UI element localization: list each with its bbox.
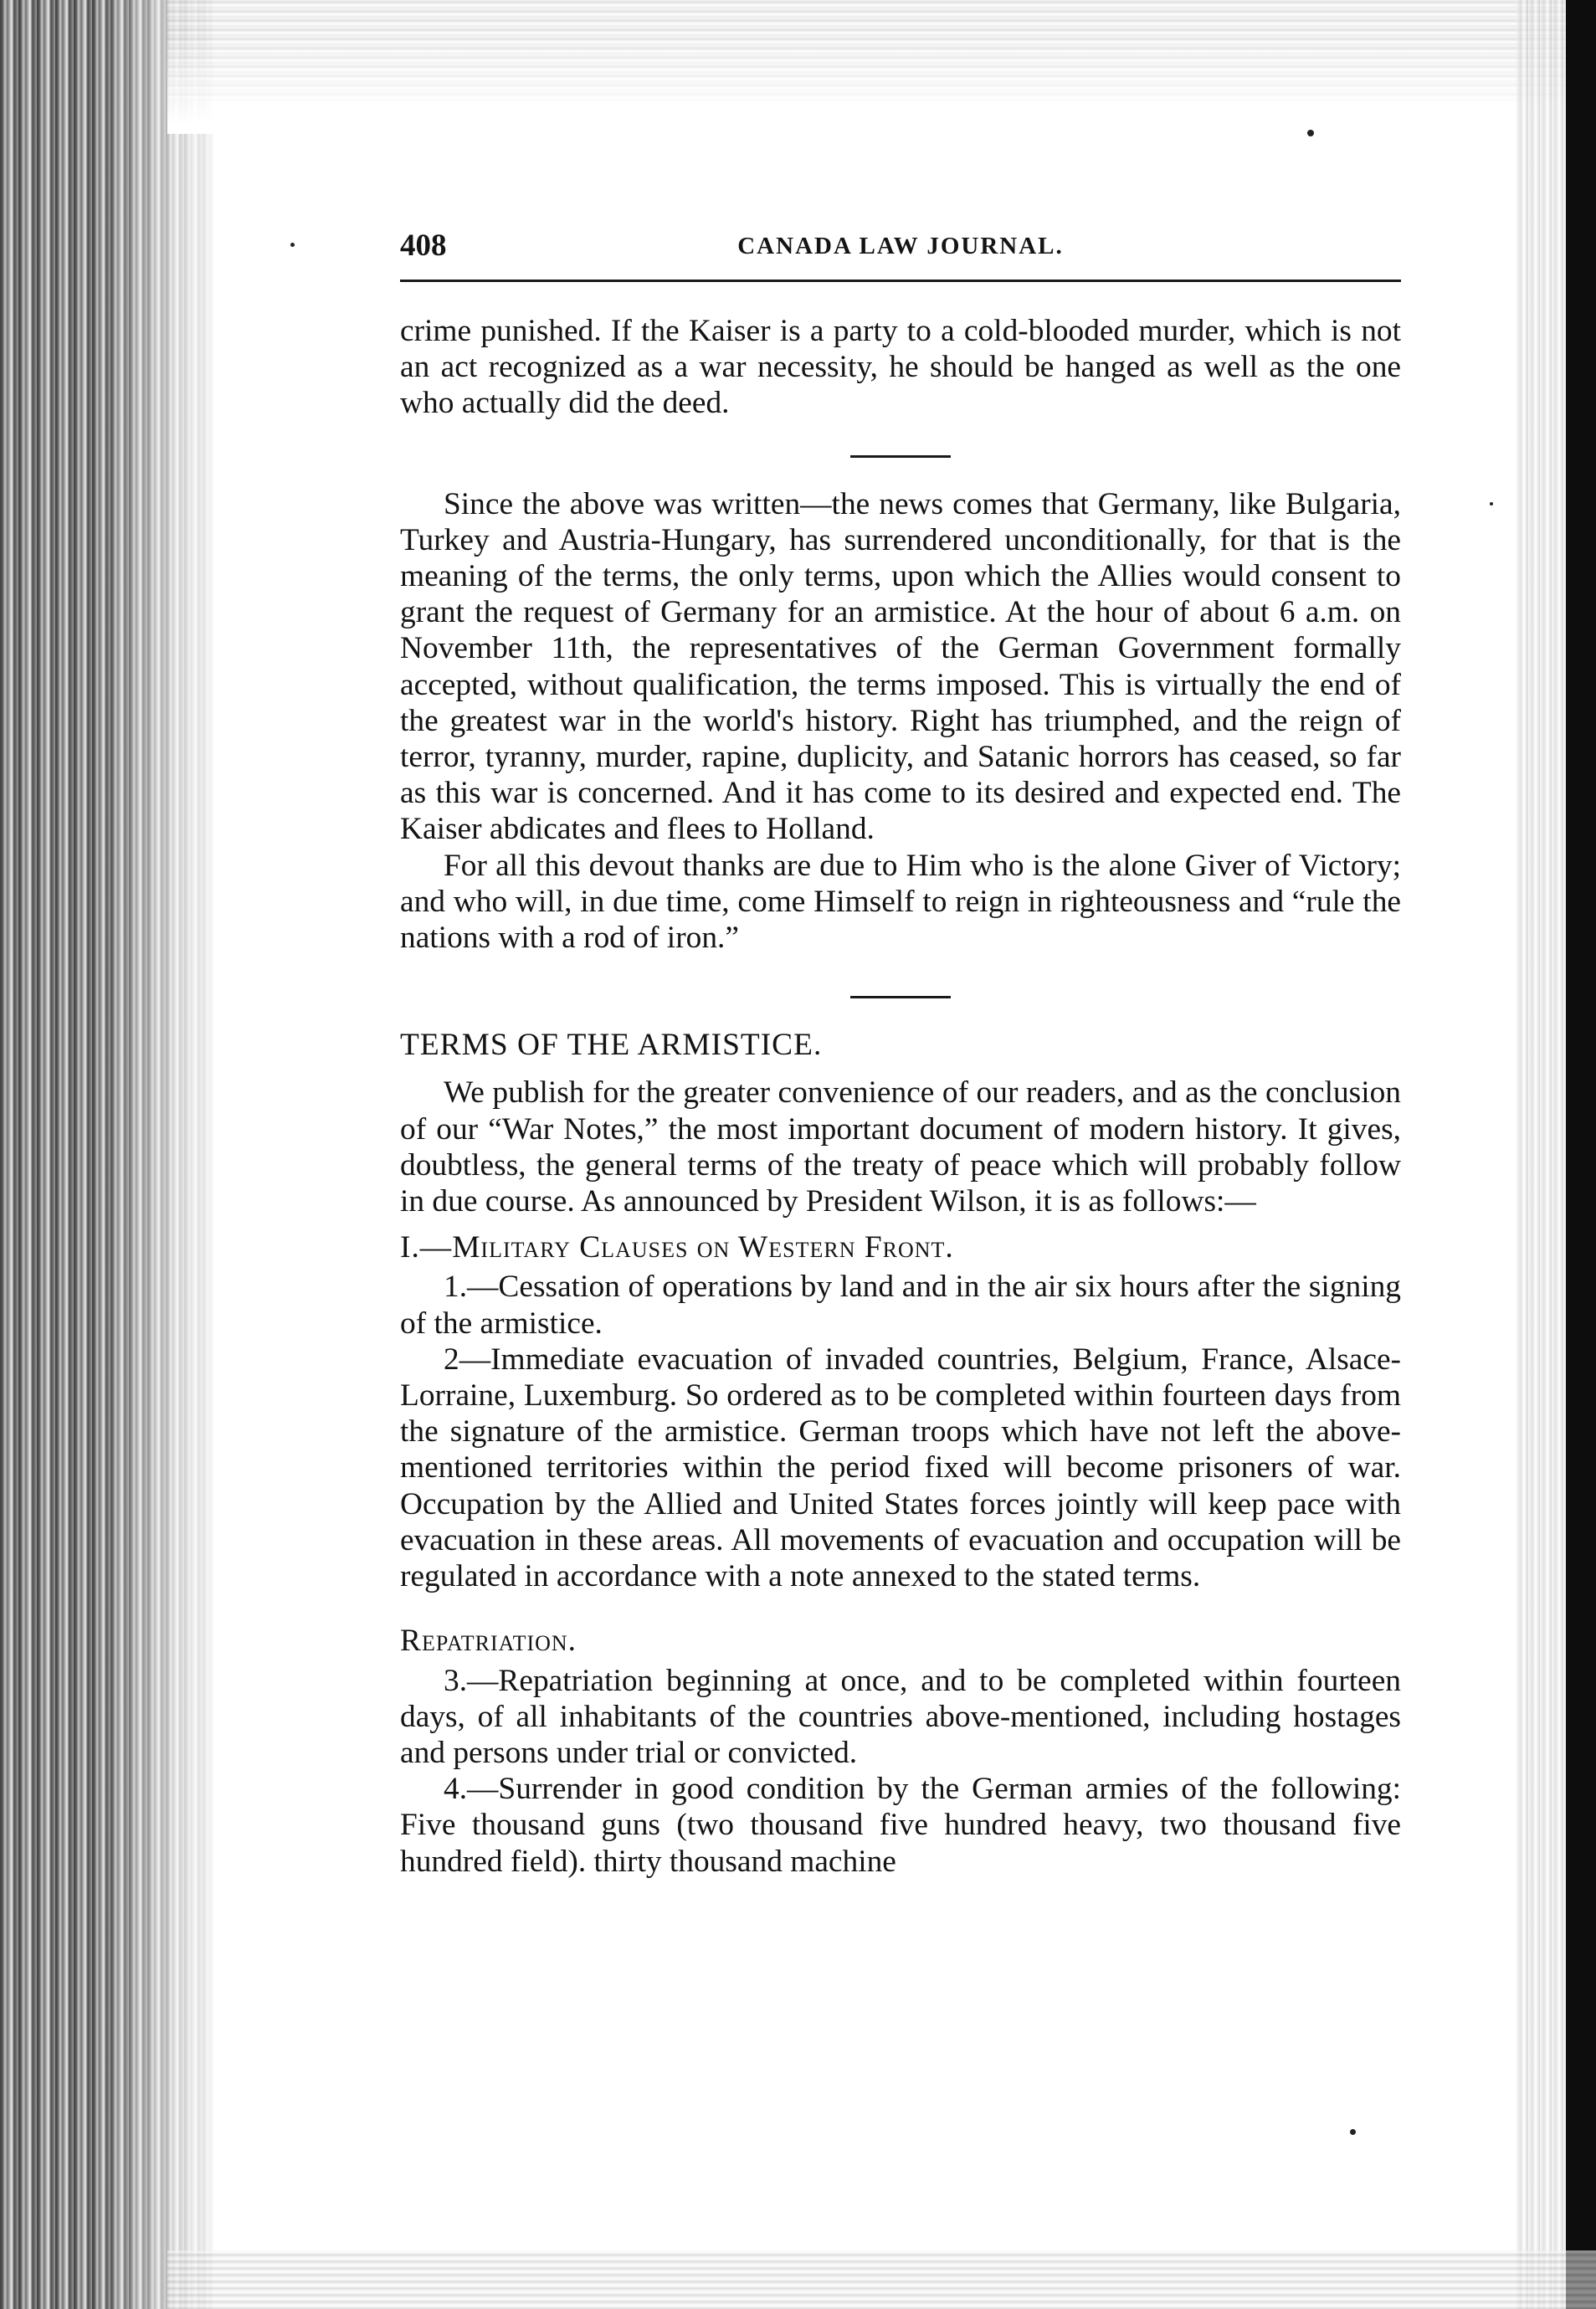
journal-title: CANADA LAW JOURNAL. bbox=[737, 233, 1064, 259]
subhead-repatriation: Repatriation. bbox=[400, 1624, 577, 1659]
scan-top-fade bbox=[167, 33, 1596, 134]
subhead-military-clauses: I.—Military Clauses on Western Front. bbox=[400, 1230, 954, 1265]
page-number: 408 bbox=[400, 228, 447, 263]
clause-3: 3.—Repatriation beginning at once, and to be completed within fourteen days, of all inhabitants of the countries above-mentioned, including hostages and persons under trial or convicted. bbox=[400, 1663, 1401, 1770]
clause-4: 4.—Surrender in good condition by the German armies of the following: Five thousand guns (two thousand five hundred heavy, two thousand five hundred field). thirty thousand machine bbox=[400, 1772, 1401, 1879]
scan-speck bbox=[1350, 2129, 1356, 2135]
scan-speck bbox=[1307, 130, 1314, 136]
scan-bottom-edge bbox=[167, 2250, 1596, 2309]
article-body bbox=[400, 313, 1401, 1880]
paragraph-since-written: Since the above was written—the news comes that Germany, like Bulgaria, Turkey and Austria-Hungary, has surrendered unconditionally, for that is the meaning of the terms, the only terms, upon which the Allies would consent to grant the request of Germany for an armistice. At the hour of about 6 a.m. on November 11th, the representatives of the German Government formally accepted, without qualification, the terms imposed. This is virtually the end of the greatest war in the world's history. Right has triumphed, and the reign of terror, tyranny, murder, rapine, duplicity, and Satanic horrors has ceased, so far as this war is concerned. And it has come to its desired and expected end. The Kaiser abdicates and flees to Holland. bbox=[400, 486, 1401, 847]
journal-page bbox=[400, 228, 1401, 1880]
clause-1: 1.—Cessation of operations by land and in the air six hours after the signing of the armistice. bbox=[400, 1270, 1401, 1341]
running-head bbox=[400, 228, 1401, 282]
paragraph-intro: We publish for the greater convenience of our readers, and as the conclusion of our “War Notes,” the most important document of modern history. It gives, doubtless, the general terms of the treaty of peace which will probably follow in due course. As announced by President Wilson, it is as follows:— bbox=[400, 1075, 1401, 1219]
section-title: TERMS OF THE ARMISTICE. bbox=[400, 1028, 823, 1063]
section-rule bbox=[850, 996, 951, 998]
paragraph-crime-punished: crime punished. If the Kaiser is a party to a cold-blooded murder, which is not an act recognized as a war necessity, he should be hanged as well as the one who actually did the deed. bbox=[400, 314, 1401, 421]
paragraph-devout-thanks: For all this devout thanks are due to Him who is the alone Giver of Victory; and who will, in due time, come Himself to reign in righteousness and “rule the nations with a rod of iron.” bbox=[400, 848, 1401, 956]
scan-speck bbox=[290, 243, 295, 247]
scan-left-fade bbox=[100, 0, 234, 2309]
scan-right-shadow bbox=[1566, 0, 1596, 2309]
scan-speck bbox=[1490, 502, 1493, 505]
section-rule bbox=[850, 455, 951, 458]
clause-2: 2—Immediate evacuation of invaded countries, Belgium, France, Alsace-Lorraine, Luxemburg. So ordered as to be completed within fourteen days from the signature of the armistice. German troops which have not left the above-mentioned territories within the period fixed will become prisoners of war. Occupation by the Allied and United States forces jointly will keep pace with evacuation in these areas. All movements of evacuation and occupation will be regulated in accordance with a note annexed to the stated terms. bbox=[400, 1342, 1401, 1594]
